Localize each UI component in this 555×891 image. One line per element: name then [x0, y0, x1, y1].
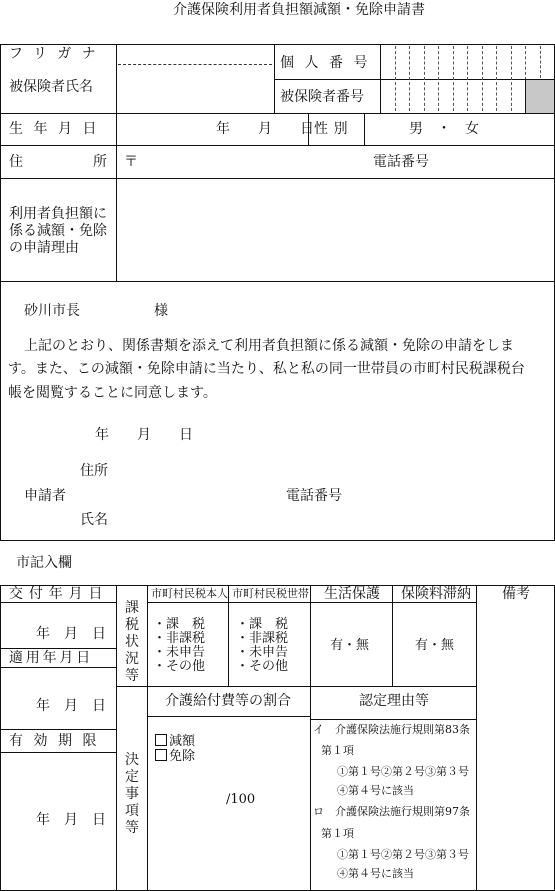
postal-mark: 〒	[124, 154, 138, 170]
rule-ro-heading: ロ 介護保険法施行規則第97条	[313, 805, 470, 818]
tax-option-other: ・その他	[153, 659, 206, 674]
office-section-title: 市記入欄	[16, 555, 72, 571]
personal-number-label: 個人番号	[280, 55, 378, 71]
remarks-field[interactable]	[478, 604, 552, 888]
checkbox-icon	[155, 749, 167, 761]
application-date[interactable]: 年 月 日	[95, 427, 193, 443]
honorific: 様	[154, 303, 168, 319]
resident-tax-household-options[interactable]	[236, 618, 288, 674]
resident-tax-self-options[interactable]	[153, 618, 205, 674]
tax-option-non-taxed: ・非課税	[236, 631, 289, 646]
apply-date-value[interactable]: 年 月 日	[36, 698, 106, 714]
exemption-checkbox[interactable]	[155, 749, 195, 763]
addressee: 砂川市長	[24, 303, 80, 319]
phone-label: 電話番号	[373, 154, 429, 170]
decision-label: 決定事項等	[125, 752, 139, 836]
birth-date-field[interactable]: 年 月 日	[216, 121, 314, 137]
reduction-label: 減額	[169, 734, 196, 749]
address-field[interactable]	[140, 147, 365, 177]
insured-number-field[interactable]	[381, 80, 525, 113]
consent-text-line2: す。また、この減額・免除申請に当たり、私と私の同一世帯員の市町村民税課税台	[8, 361, 525, 377]
resident-tax-household-header: 市町村民税世帯	[232, 587, 309, 600]
gender-label: 性別	[314, 121, 354, 137]
form-title: 介護保険利用者負担額減額・免除申請書	[173, 2, 425, 18]
tax-option-taxed: ・課 税	[153, 617, 206, 632]
rule-ro-number4[interactable]: ④第４号に該当	[337, 867, 414, 880]
exemption-label: 免除	[169, 749, 196, 764]
applicant-name-label: 氏名	[80, 512, 108, 528]
checkbox-icon	[155, 734, 167, 746]
tax-option-other: ・その他	[236, 659, 289, 674]
valid-period-value[interactable]: 年 月 日	[36, 812, 106, 828]
applicant-phone-label: 電話番号	[286, 488, 342, 504]
benefit-ratio-header: 介護給付費等の割合	[165, 693, 291, 709]
insured-name-label: 被保険者氏名	[9, 79, 93, 95]
furigana-label: フリガナ	[9, 46, 107, 62]
rule-i-number4[interactable]: ④第４号に該当	[337, 784, 414, 797]
insured-number-label: 被保険者番号	[280, 89, 364, 105]
tax-option-undeclared: ・未申告	[153, 645, 206, 660]
shaded-check-digit-cell	[526, 80, 554, 113]
applicant-address-label: 住所	[80, 463, 108, 479]
benefit-ratio-value[interactable]: /100	[226, 792, 256, 807]
furigana-field[interactable]	[118, 46, 273, 63]
reason-field[interactable]	[118, 180, 552, 280]
rule-i-numbers[interactable]: ①第１号②第２号③第３号	[337, 765, 469, 778]
remarks-header: 備考	[502, 586, 530, 602]
welfare-header: 生活保護	[324, 586, 380, 602]
valid-period-label: 有効期限	[9, 733, 107, 749]
reduction-checkbox[interactable]	[155, 734, 195, 748]
rule-i-heading: イ 介護保険法施行規則第83条	[313, 723, 470, 736]
premium-arrears-header: 保険料滞納	[401, 586, 471, 602]
issue-date-value[interactable]: 年 月 日	[36, 626, 106, 642]
welfare-yes-no[interactable]: 有・無	[330, 638, 370, 653]
rule-ro-numbers[interactable]: ①第１号②第２号③第３号	[337, 848, 469, 861]
gender-options[interactable]: 男 ・ 女	[409, 121, 479, 137]
personal-number-field[interactable]	[381, 45, 554, 78]
insured-name-field[interactable]	[118, 66, 273, 112]
consent-text-line3: 帳を閲覧することに同意します。	[8, 385, 217, 401]
tax-option-non-taxed: ・非課税	[153, 631, 206, 646]
reason-label: 利用者負担額に係る減額・免除の申請理由	[9, 206, 107, 256]
tax-option-taxed: ・課 税	[236, 617, 289, 632]
recognition-reason-header: 認定理由等	[359, 693, 429, 709]
rule-ro-item: 第１項	[321, 827, 354, 840]
consent-text-line1: 上記のとおり、関係書類を添えて利用者負担額に係る減額・免除の申請をしま	[24, 338, 514, 354]
applicant-label: 申請者	[24, 488, 66, 504]
address-label: 住 所	[9, 154, 107, 170]
birth-date-label: 生年月日	[9, 121, 107, 137]
tax-status-label: 課税状況等	[125, 600, 139, 684]
tax-option-undeclared: ・未申告	[236, 645, 289, 660]
rule-i-item: 第１項	[321, 744, 354, 757]
issue-date-label: 交付年月日	[9, 586, 109, 602]
apply-date-label: 適用年月日	[9, 650, 93, 666]
resident-tax-self-header: 市町村民税本人	[151, 587, 228, 600]
arrears-yes-no[interactable]: 有・無	[415, 638, 455, 653]
